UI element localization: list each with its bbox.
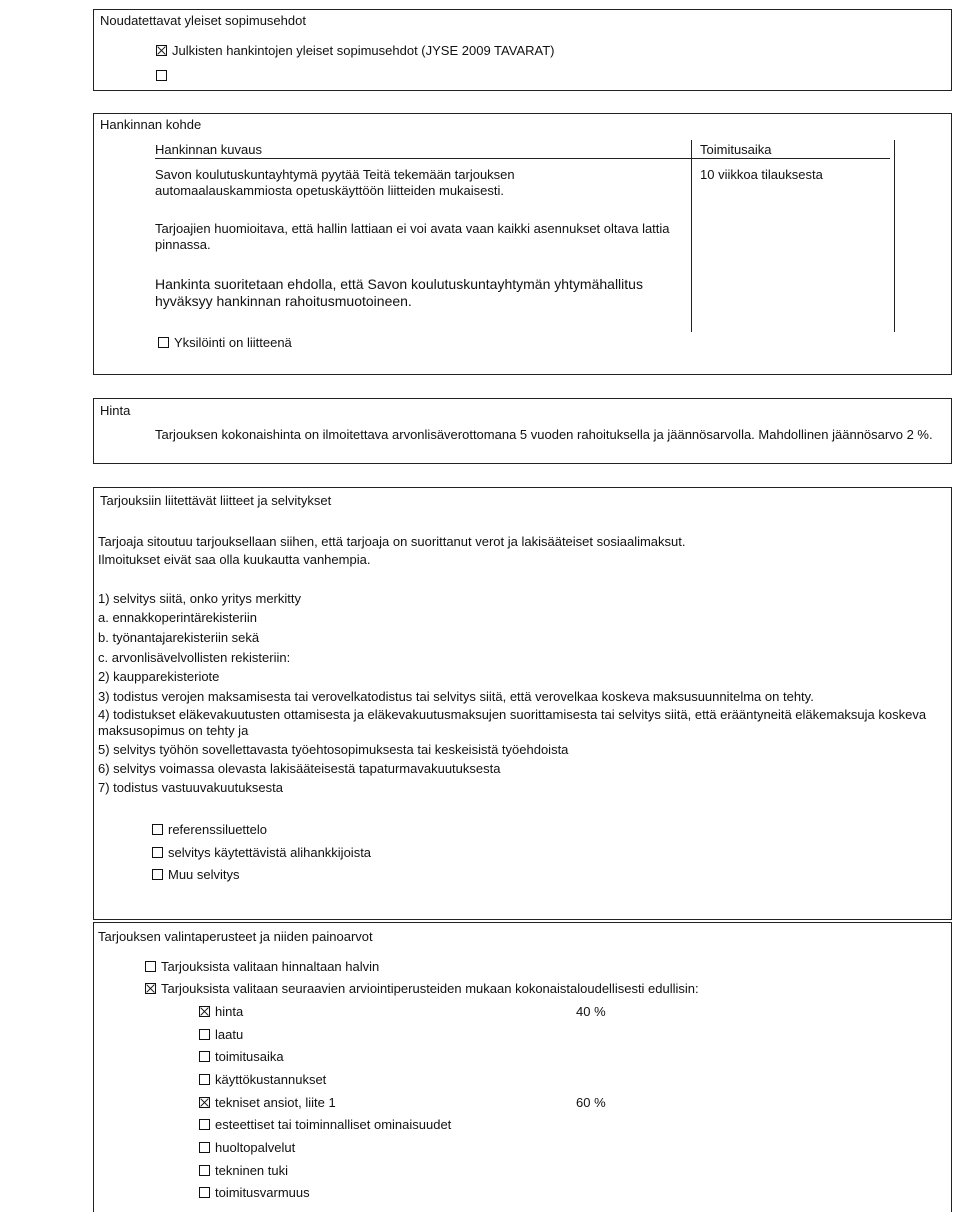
checkbox-icon[interactable] (156, 70, 167, 81)
subject-table-header-line (155, 158, 890, 159)
criterion-technical-merits[interactable]: tekniset ansiot, liite 1 (199, 1095, 336, 1111)
description-paragraph-3: Hankinta suoritetaan ehdolla, että Savon koulutuskuntayhtymän yhtymähallitus hyväksyy hankinnan rahoitusmuotoineen. (155, 276, 643, 309)
criterion-price[interactable]: hinta (199, 1004, 243, 1020)
checkbox-icon[interactable] (199, 1165, 210, 1176)
checkbox-icon[interactable] (199, 1074, 210, 1085)
attachment-item-7: 7) todistus vastuuvakuutuksesta (98, 780, 283, 795)
spec-attached-option[interactable]: Yksilöinti on liitteenä (158, 335, 292, 351)
checkbox-icon[interactable] (158, 337, 169, 348)
criterion-delivery-time[interactable]: toimitusaika (199, 1049, 284, 1065)
check-subcontractors[interactable]: selvitys käytettävistä alihankkijoista (152, 845, 371, 861)
delivery-time-value: 10 viikkoa tilauksesta (700, 167, 823, 182)
delivery-time-header: Toimitusaika (700, 142, 772, 157)
check-other-report[interactable]: Muu selvitys (152, 867, 240, 883)
criterion-maintenance[interactable]: huoltopalvelut (199, 1140, 295, 1156)
criterion-aesthetic-functional[interactable]: esteettiset tai toiminnalliset ominaisuudet (199, 1117, 451, 1133)
attachments-intro-1: Tarjoaja sitoutuu tarjouksellaan siihen, että tarjoaja on suorittanut verot ja lakisääteiset sosiaalimaksut. (98, 534, 686, 549)
checkbox-checked-icon[interactable] (145, 983, 156, 994)
checkbox-icon[interactable] (199, 1051, 210, 1062)
description-paragraph-2: Tarjoajien huomioitava, että hallin lattiaan ei voi avata vaan kaikki asennukset oltava lattia pinnassa. (155, 221, 670, 252)
section-title-general-terms: Noudatettavat yleiset sopimusehdot (100, 13, 306, 28)
checkbox-checked-icon[interactable] (199, 1006, 210, 1017)
criterion-operating-costs[interactable]: käyttökustannukset (199, 1072, 326, 1088)
attachment-item-2: 2) kaupparekisteriote (98, 669, 220, 684)
attachment-item-4: 4) todistukset eläkevakuutusten ottamisesta ja eläkevakuutusmaksujen suorittamisesta tai selvitys siitä, että erääntyneitä eläkemaksuja koskeva maksusopimus on tehty ja (98, 707, 927, 738)
terms-option-empty[interactable] (156, 68, 172, 84)
attachments-intro-2: Ilmoitukset eivät saa olla kuukautta vanhempia. (98, 552, 371, 567)
check-references[interactable]: referenssiluettelo (152, 822, 267, 838)
checkbox-icon[interactable] (152, 824, 163, 835)
attachment-item-3: 3) todistus verojen maksamisesta tai verovelkatodistus tai selvitys siitä, että verovelkaa koskeva maksusuunnitelma on tehty. (98, 689, 814, 704)
criterion-technical-merits-weight: 60 % (576, 1095, 606, 1110)
attachment-item-1c: c. arvonlisävelvollisten rekisteriin: (98, 650, 291, 665)
checkbox-icon[interactable] (152, 847, 163, 858)
section-title-procurement-subject: Hankinnan kohde (100, 117, 202, 132)
option-lowest-price[interactable]: Tarjouksista valitaan hinnaltaan halvin (145, 959, 379, 975)
attachment-item-5: 5) selvitys työhön sovellettavasta työehtosopimuksesta tai keskeisistä työehdoista (98, 742, 569, 757)
checkbox-checked-icon[interactable] (156, 45, 167, 56)
criterion-technical-support[interactable]: tekninen tuki (199, 1163, 288, 1179)
section-title-attachments: Tarjouksiin liitettävät liitteet ja selvitykset (100, 493, 332, 508)
checkbox-icon[interactable] (152, 869, 163, 880)
attachment-item-1a: a. ennakkoperintärekisteriin (98, 610, 257, 625)
checkbox-icon[interactable] (145, 961, 156, 972)
attachment-item-1b: b. työnantajarekisteriin sekä (98, 630, 260, 645)
section-title-selection-criteria: Tarjouksen valintaperusteet ja niiden painoarvot (98, 929, 373, 944)
criterion-delivery-reliability[interactable]: toimitusvarmuus (199, 1185, 310, 1201)
subject-table-right-edge (894, 140, 895, 332)
subject-table-divider (691, 140, 692, 332)
checkbox-checked-icon[interactable] (199, 1097, 210, 1108)
section-title-price: Hinta (100, 403, 131, 418)
option-most-economical[interactable]: Tarjouksista valitaan seuraavien arviointiperusteiden mukaan kokonaistaloudellisesti edullisin: (145, 981, 699, 997)
attachment-item-1: 1) selvitys siitä, onko yritys merkitty (98, 591, 301, 606)
criterion-quality[interactable]: laatu (199, 1027, 243, 1043)
checkbox-icon[interactable] (199, 1142, 210, 1153)
description-header: Hankinnan kuvaus (155, 142, 262, 157)
section-general-terms (93, 9, 952, 91)
checkbox-icon[interactable] (199, 1029, 210, 1040)
description-paragraph-1: Savon koulutuskuntayhtymä pyytää Teitä tekemään tarjouksen automaalauskammiosta opetuskäyttöön liitteiden mukaisesti. (155, 167, 515, 198)
criterion-price-weight: 40 % (576, 1004, 606, 1019)
attachment-item-6: 6) selvitys voimassa olevasta lakisääteisestä tapaturmavakuutuksesta (98, 761, 501, 776)
terms-option-jyse[interactable]: Julkisten hankintojen yleiset sopimusehdot (JYSE 2009 TAVARAT) (156, 43, 554, 59)
price-text: Tarjouksen kokonaishinta on ilmoitettava arvonlisäverottomana 5 vuoden rahoituksella ja jäännösarvolla. Mahdollinen jäännösarvo 2 %. (155, 427, 933, 442)
checkbox-icon[interactable] (199, 1187, 210, 1198)
checkbox-icon[interactable] (199, 1119, 210, 1130)
